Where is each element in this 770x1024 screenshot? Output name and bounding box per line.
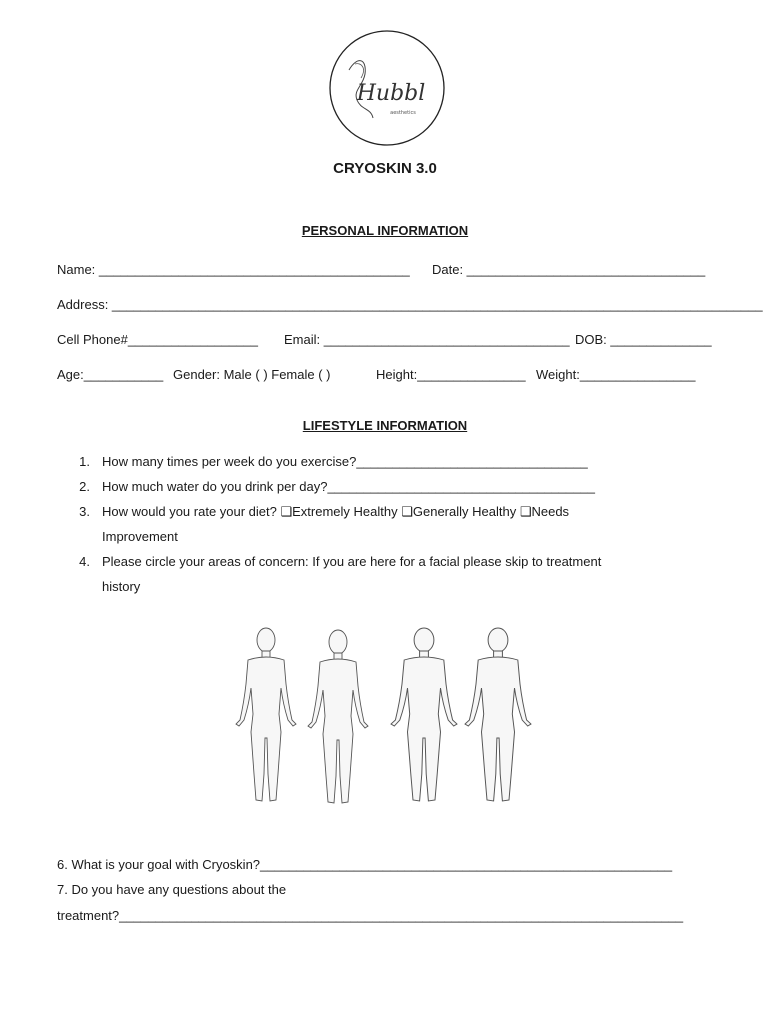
question-number: 1. (79, 454, 90, 469)
logo-text: Hubbl (356, 81, 426, 106)
question-number: 3. (79, 504, 90, 519)
body-back-female[interactable] (308, 630, 368, 803)
date-field[interactable]: Date: _________________________________ (432, 262, 706, 277)
page-title: CRYOSKIN 3.0 (333, 160, 437, 177)
gender-field[interactable]: Gender: Male ( ) Female ( ) (173, 367, 331, 382)
brand-logo (327, 28, 447, 148)
question-1 (70, 454, 588, 469)
questions-field[interactable]: treatment?______________________________________________________________________________ (57, 908, 684, 923)
dob-field[interactable]: DOB: ______________ (575, 332, 712, 347)
age-field[interactable]: Age:___________ (57, 367, 164, 382)
name-field[interactable]: Name: ___________________________________________ (57, 262, 410, 277)
exercise-field[interactable]: How many times per week do you exercise?________________________________ (102, 454, 588, 469)
personal-info-heading: PERSONAL INFORMATION (301, 223, 469, 238)
body-front-female[interactable] (236, 628, 296, 801)
question-4-continued: history (102, 579, 141, 594)
weight-field[interactable]: Weight:________________ (536, 367, 696, 382)
goal-field[interactable]: 6. What is your goal with Cryoskin?_________________________________________________________ (57, 857, 673, 872)
question-2 (70, 479, 595, 494)
body-diagram[interactable] (228, 622, 546, 808)
email-field[interactable]: Email: __________________________________ (284, 332, 570, 347)
areas-of-concern-text: Please circle your areas of concern: If you are here for a facial please skip to treatment (102, 554, 602, 569)
height-field[interactable]: Height:_______________ (376, 367, 526, 382)
question-4 (70, 554, 601, 569)
address-field[interactable]: Address: __________________________________________________________________________________________ (57, 297, 763, 312)
body-back-male[interactable] (465, 628, 531, 801)
body-front-male[interactable] (391, 628, 457, 801)
water-field[interactable]: How much water do you drink per day?_____________________________________ (102, 479, 595, 494)
cell-phone-field[interactable]: Cell Phone#__________________ (57, 332, 258, 347)
logo-subtext: aesthetics (390, 110, 416, 116)
question-7: 7. Do you have any questions about the (57, 882, 287, 897)
question-number: 2. (79, 479, 90, 494)
lifestyle-info-heading: LIFESTYLE INFORMATION (302, 418, 468, 433)
diet-rating-options[interactable]: How would you rate your diet? ❑Extremely Healthy ❑Generally Healthy ❑Needs (102, 504, 570, 519)
question-number: 4. (79, 554, 90, 569)
question-3-continued: Improvement (102, 529, 178, 544)
question-3 (70, 504, 569, 520)
